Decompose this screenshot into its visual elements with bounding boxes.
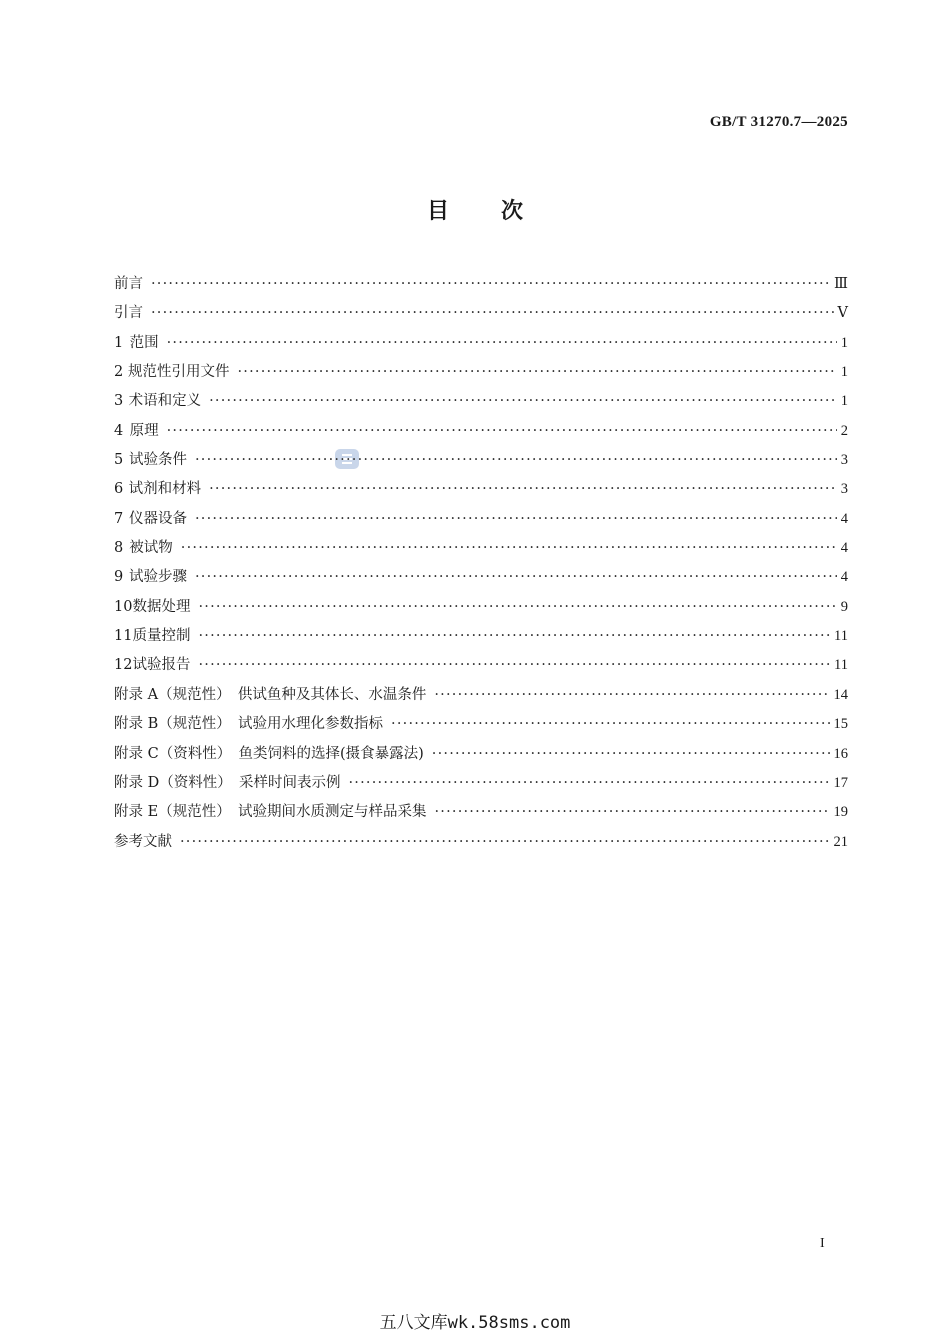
toc-entry[interactable] [114, 507, 848, 536]
toc-entry-number: 5 [114, 452, 124, 469]
toc-entry-number: 11 [114, 628, 133, 645]
toc-entry-number: 2 [114, 364, 124, 381]
toc-entry-leader [432, 742, 830, 766]
toc-entry-number: 6 [114, 481, 124, 498]
toc-entry-page: 4 [840, 510, 848, 527]
toc-title-char: 次 [501, 199, 524, 224]
toc-entry-page: 11 [834, 657, 848, 674]
toc-entry[interactable] [114, 683, 848, 712]
toc-entry-page: 1 [840, 334, 848, 351]
toc-entry[interactable] [114, 595, 848, 624]
toc-entry[interactable] [114, 830, 848, 859]
toc-entry-number: 8 [114, 540, 124, 557]
toc-entry-label: 附录 B（规范性） 试验用水理化参数指标 [114, 716, 384, 733]
toc-entry[interactable] [114, 742, 848, 771]
toc-entry-label: 范围 [129, 334, 159, 351]
toc-entry[interactable] [114, 624, 848, 653]
toc-entry-page: 3 [840, 452, 848, 469]
toc-entry-label: 仪器设备 [128, 510, 187, 527]
toc-entry-number: 12 [114, 657, 133, 674]
toc-entry-label: 引言 [114, 305, 143, 322]
toc-entry[interactable] [114, 771, 848, 800]
toc-entry-page: 3 [840, 481, 848, 498]
toc-entry-leader [434, 800, 829, 824]
toc-entry-label: 规范性引用文件 [127, 364, 230, 381]
toc-entry[interactable] [114, 536, 848, 565]
toc-entry-leader [151, 272, 830, 296]
toc-entry[interactable] [114, 389, 848, 418]
toc-entry-leader [198, 653, 830, 677]
toc-entry-page: 1 [840, 364, 848, 381]
toc-entry-leader [237, 360, 836, 384]
toc-entry-leader [167, 331, 837, 355]
toc-entry-leader [195, 565, 837, 589]
toc-entry-label: 质量控制 [132, 628, 191, 645]
toc-entry[interactable] [114, 800, 848, 829]
toc-entry-page: 14 [833, 686, 848, 703]
toc-entry[interactable] [114, 419, 848, 448]
toc-title [0, 194, 950, 225]
toc-entry-page: 15 [833, 716, 848, 733]
toc-list [114, 272, 848, 859]
toc-entry-label: 附录 A（规范性） 供试鱼种及其体长、水温条件 [114, 686, 427, 703]
toc-entry[interactable] [114, 448, 848, 477]
toc-entry-number: 9 [114, 569, 124, 586]
toc-entry-leader [195, 448, 837, 472]
toc-entry-leader [391, 712, 829, 736]
toc-entry-number: 3 [114, 393, 124, 410]
page-number: I [820, 1236, 825, 1251]
toc-entry[interactable] [114, 360, 848, 389]
toc-title-char: 目 [426, 199, 449, 224]
toc-entry-label: 试剂和材料 [128, 481, 202, 498]
toc-entry-label: 试验条件 [128, 452, 187, 469]
toc-entry-page: 16 [833, 745, 848, 762]
toc-entry-leader [348, 771, 829, 795]
toc-entry-leader [198, 595, 836, 619]
toc-entry-page: Ⅴ [837, 305, 848, 322]
toc-entry[interactable] [114, 477, 848, 506]
toc-entry-page: 4 [840, 540, 848, 557]
toc-entry-number: 7 [114, 510, 124, 527]
toc-entry-leader [167, 419, 837, 443]
toc-entry-label: 数据处理 [132, 598, 191, 615]
toc-entry-page: 17 [833, 774, 848, 791]
toc-entry-leader [198, 624, 830, 648]
toc-entry-leader [434, 683, 829, 707]
toc-entry-page: 2 [840, 422, 848, 439]
toc-entry-page: 4 [840, 569, 848, 586]
toc-entry-label: 试验报告 [132, 657, 191, 674]
toc-entry-label: 被试物 [129, 540, 173, 557]
toc-entry-number: 4 [114, 422, 124, 439]
toc-entry-label: 原理 [129, 422, 159, 439]
toc-entry[interactable] [114, 301, 848, 330]
toc-entry[interactable] [114, 712, 848, 741]
toc-entry-label: 试验步骤 [128, 569, 187, 586]
standard-code: GB/T 31270.7—2025 [709, 114, 848, 130]
toc-entry-label: 附录 E（规范性） 试验期间水质测定与样品采集 [114, 804, 427, 821]
toc-entry-leader [209, 477, 837, 501]
toc-entry-leader [151, 301, 834, 325]
footer-site-text: 五八文库wk.58sms.com [379, 1313, 571, 1333]
toc-entry-label: 附录 D（资料性） 采样时间表示例 [114, 774, 341, 791]
toc-entry-page: 11 [834, 628, 848, 645]
toc-entry[interactable] [114, 653, 848, 682]
toc-entry-leader [180, 830, 830, 854]
toc-entry-number: 1 [114, 334, 124, 351]
toc-entry-label: 参考文献 [114, 833, 172, 850]
toc-entry-label: 附录 C（资料性） 鱼类饲料的选择(摄食暴露法) [114, 745, 424, 762]
toc-entry[interactable] [114, 331, 848, 360]
toc-entry-page: 21 [833, 833, 848, 850]
toc-entry-page: 1 [840, 393, 848, 410]
toc-entry-leader [195, 507, 837, 531]
toc-entry-leader [209, 389, 837, 413]
toc-entry-page: 9 [840, 598, 848, 615]
toc-entry-page: Ⅲ [834, 276, 848, 292]
toc-entry[interactable] [114, 565, 848, 594]
toc-entry-page: 19 [833, 804, 848, 821]
toc-entry-label: 前言 [114, 276, 143, 292]
toc-entry-label: 术语和定义 [128, 393, 202, 410]
toc-entry-leader [181, 536, 837, 560]
toc-entry[interactable] [114, 272, 848, 301]
toc-entry-number: 10 [114, 598, 133, 615]
